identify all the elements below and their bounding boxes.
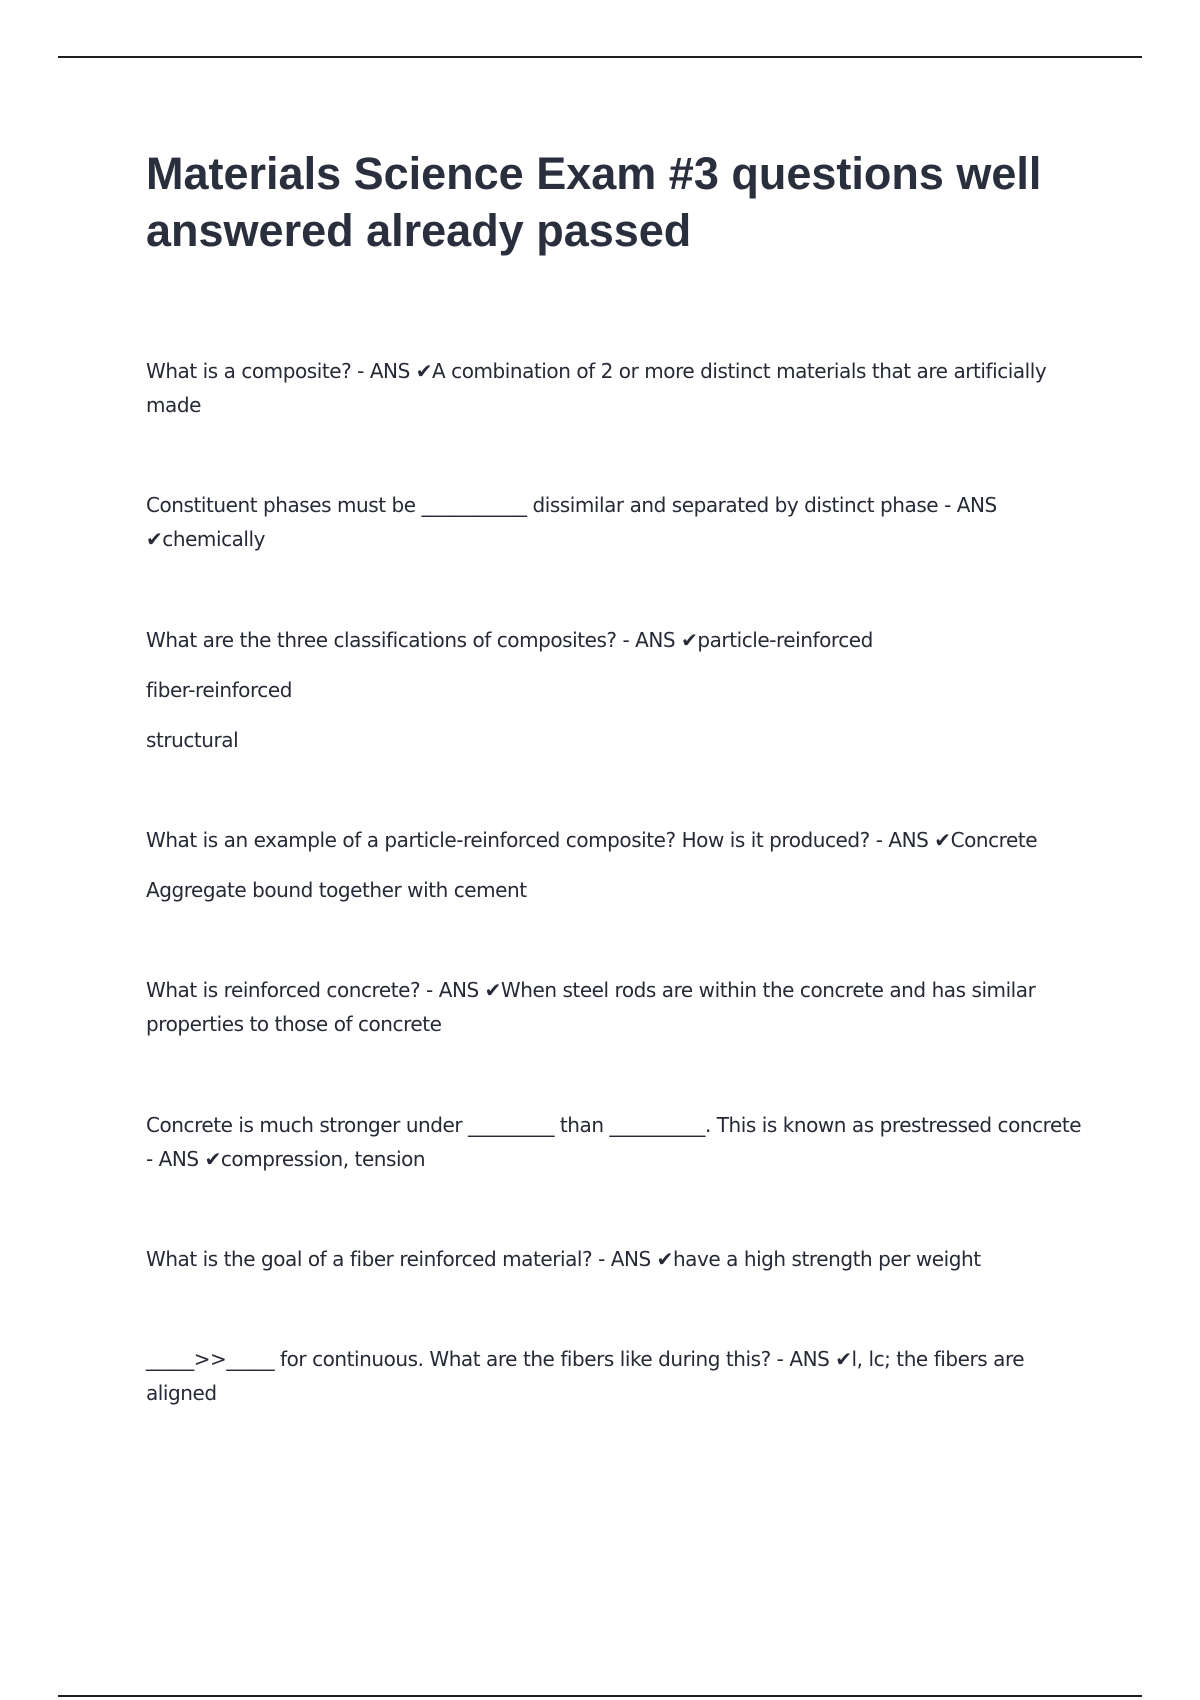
- document-title: Materials Science Exam #3 questions well answered already passed: [146, 148, 1042, 256]
- qa-item-3-line-2: fiber-reinforced: [146, 678, 292, 702]
- qa-item-3: [146, 623, 1086, 757]
- qa-item-4: [146, 823, 1086, 907]
- qa-item-4-line-2: Aggregate bound together with cement: [146, 878, 527, 902]
- qa-item-6: [146, 1108, 1086, 1176]
- qa-item-7-text: What is the goal of a fiber reinforced material? - ANS ✔have a high strength per weight: [146, 1247, 981, 1271]
- qa-item-4-text: What is an example of a particle-reinforced composite? How is it produced? - ANS ✔Concrete: [146, 828, 1038, 852]
- qa-item-6-text: Concrete is much stronger under _________ than __________. This is known as prestressed concrete - ANS ✔compression, tension: [146, 1113, 1082, 1171]
- qa-item-1: [146, 354, 1086, 422]
- qa-item-7: [146, 1242, 1086, 1276]
- qa-item-3-line-3: structural: [146, 728, 239, 752]
- qa-item-2: [146, 488, 1086, 556]
- top-divider: [58, 56, 1142, 58]
- qa-item-5-text: What is reinforced concrete? - ANS ✔When steel rods are within the concrete and has similar properties to those of concrete: [146, 978, 1036, 1036]
- qa-item-1-text: What is a composite? - ANS ✔A combination of 2 or more distinct materials that are artificially made: [146, 359, 1047, 417]
- qa-item-2-text: Constituent phases must be ___________ dissimilar and separated by distinct phase - ANS ✔chemically: [146, 493, 997, 551]
- qa-item-8-text: _____>>_____ for continuous. What are the fibers like during this? - ANS ✔l, lc; the fibers are aligned: [146, 1347, 1025, 1405]
- qa-item-8: [146, 1342, 1086, 1410]
- bottom-divider: [58, 1695, 1142, 1697]
- qa-item-3-text: What are the three classifications of composites? - ANS ✔particle-reinforced: [146, 628, 873, 652]
- qa-item-5: [146, 973, 1086, 1041]
